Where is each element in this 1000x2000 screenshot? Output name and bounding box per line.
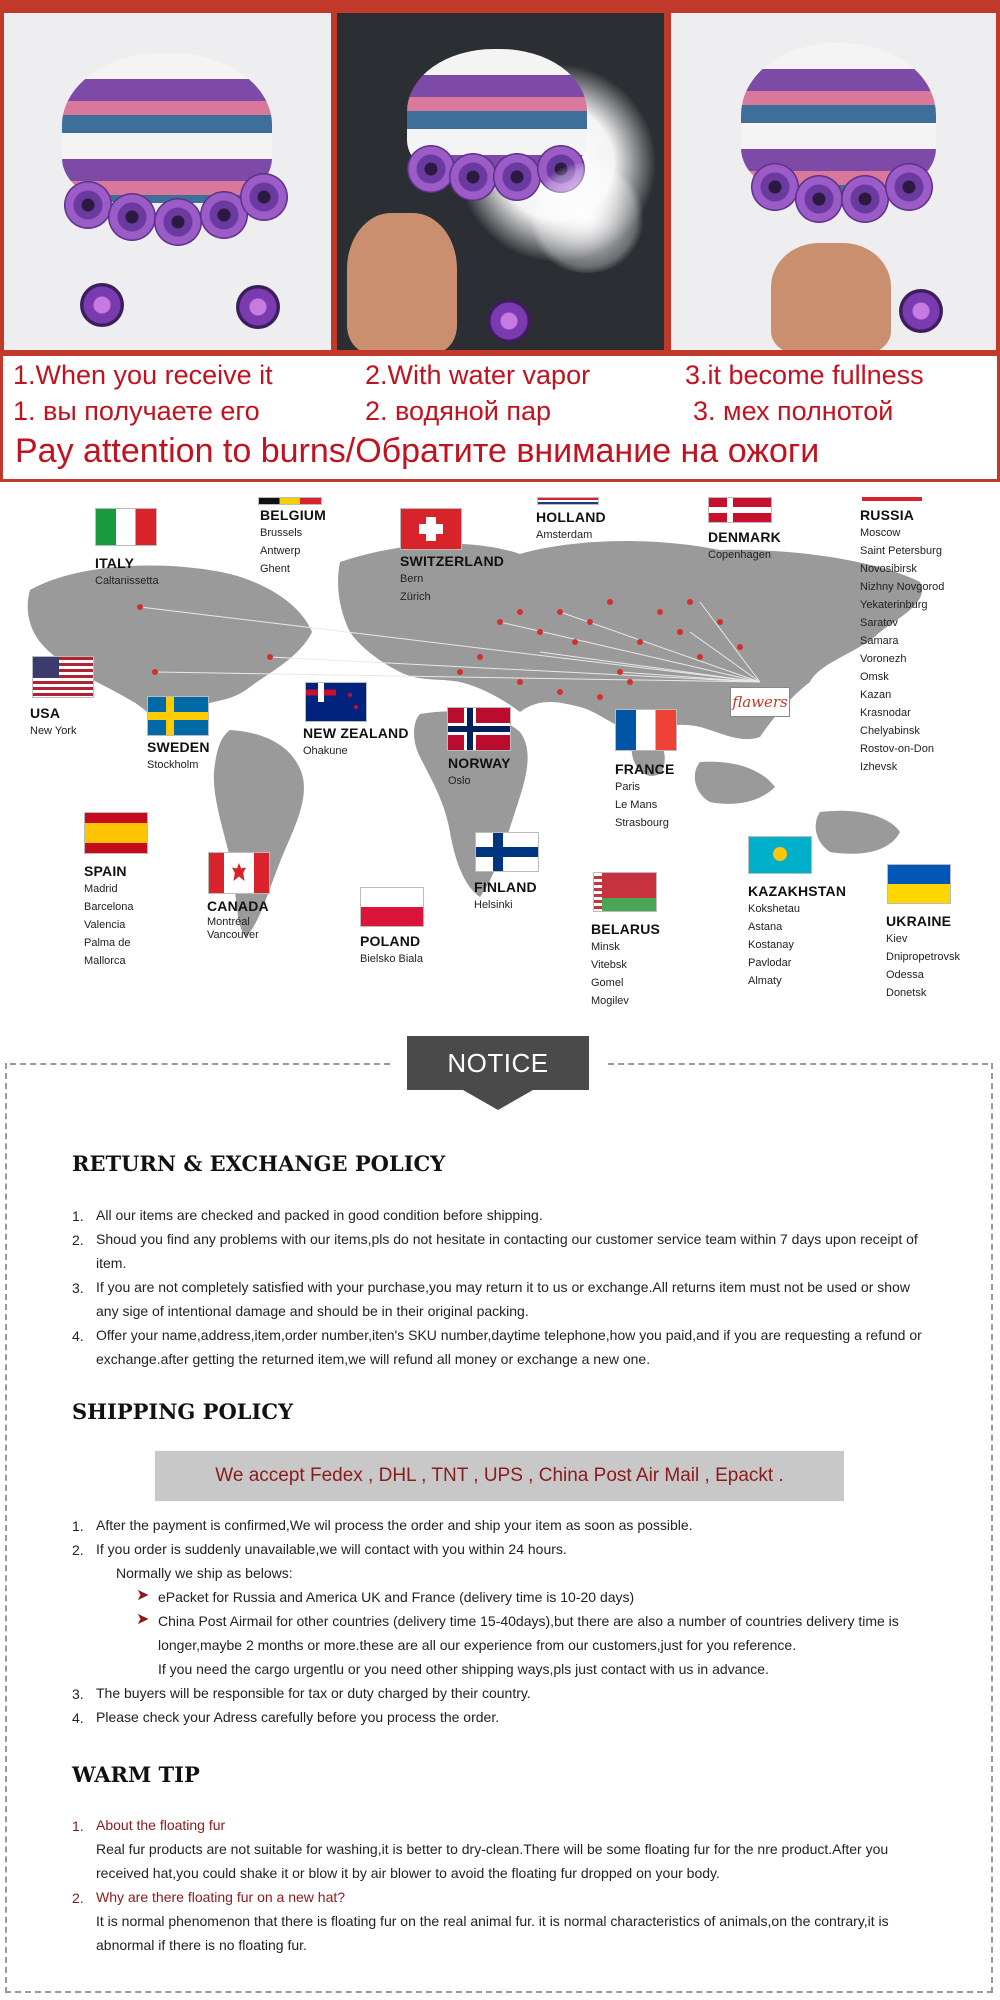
country-poland: POLAND Bielsko Biala xyxy=(360,933,423,965)
product-photo-strip xyxy=(0,0,1000,356)
flag-sweden xyxy=(147,696,209,736)
flag-poland xyxy=(360,887,424,927)
country-belarus: BELARUS Minsk Vitebsk Gomel Mogilev xyxy=(591,921,661,1007)
shipping-item: Please check your Adress carefully before you process the order. xyxy=(96,1709,500,1725)
flag-canada xyxy=(208,852,270,894)
country-canada: CANADA Montréal Vancouver xyxy=(207,898,269,941)
caption-en-1: 1.When you receive it xyxy=(13,360,273,390)
country-finland: FINLAND Helsinki xyxy=(474,879,537,911)
return-item-number: 3. xyxy=(72,1280,84,1296)
ship-method-china-post: China Post Airmail for other countries (delivery time 15-40days),but there are also a number of countries delivery time is longer,maybe 2 months or more.these are all our experience from our customers,just for you reference. xyxy=(158,1613,899,1653)
return-item: If you are not completely satisfied with your purchase,you may return it to us or exchange.All returns item must not be used or show any sige of intentional damage and should be in their original packing. xyxy=(96,1279,910,1319)
carrier-banner: We accept Fedex , DHL , TNT , UPS , China Post Air Mail , Epackt . xyxy=(155,1451,844,1501)
flag-holland xyxy=(537,497,599,505)
flag-ukraine xyxy=(887,864,951,904)
shipping-policy-title: SHIPPING POLICY xyxy=(72,1399,294,1424)
warm-tip-answer: It is normal phenomenon that there is floating fur on the real animal fur. it is normal characteristics of animals,on the contrary,it is abnormal if there is no floating fur. xyxy=(96,1913,889,1953)
shipping-item-number: 3. xyxy=(72,1686,84,1702)
notice-badge: NOTICE xyxy=(407,1036,589,1090)
flag-finland xyxy=(475,832,539,872)
flag-norway xyxy=(447,707,511,751)
country-russia: RUSSIA Moscow Saint Petersburg Novosibirsk Nizhny Novgorod Yekaterinburg Saratov Samara Voronezh Omsk Kazan Krasnodar Chelyabinsk Rostov-on-Don Izhevsk xyxy=(860,507,945,773)
return-item: Offer your name,address,item,order number,iten's SKU number,daytime telephone,how you paid,and if you are requesting a refund or exchange.after getting the returned item,we will refund all money or exchange a new one. xyxy=(96,1327,922,1367)
return-item-number: 2. xyxy=(72,1232,84,1248)
arrow-icon: ➤ xyxy=(136,1587,150,1604)
country-kazakhstan: KAZAKHSTAN Kokshetau Astana Kostanay Pavlodar Almaty xyxy=(748,883,847,987)
flag-france xyxy=(615,709,677,751)
shipping-item: If you order is suddenly unavailable,we will contact with you within 24 hours. xyxy=(96,1541,567,1557)
shipping-item: After the payment is confirmed,We wil process the order and ship your item as soon as possible. xyxy=(96,1517,693,1533)
country-spain: SPAIN Madrid Barcelona Valencia Palma de Mallorca xyxy=(84,863,134,967)
country-switzerland: SWITZERLAND Bern Zürich xyxy=(400,553,505,603)
flag-kazakhstan xyxy=(748,836,812,874)
ship-method-epacket: ePacket for Russia and America UK and France (delivery time is 10-20 days) xyxy=(158,1589,635,1605)
flag-new-zealand xyxy=(305,682,367,722)
caption-en-3: 3.it become fullness xyxy=(685,360,924,390)
country-italy: ITALY Caltanissetta xyxy=(95,555,159,587)
return-policy-title: RETURN & EXCHANGE POLICY xyxy=(72,1151,446,1176)
flag-belarus xyxy=(593,872,657,912)
photo-full-hat xyxy=(671,13,996,350)
ship-normally-text: Normally we ship as belows: xyxy=(116,1565,293,1581)
flag-spain xyxy=(84,812,148,854)
flag-denmark xyxy=(708,497,772,523)
country-ukraine: UKRAINE Kiev Dnipropetrovsk Odessa Donetsk xyxy=(886,913,960,999)
steaming-instructions xyxy=(0,356,1000,482)
flag-usa xyxy=(32,656,94,698)
shipping-item-number: 4. xyxy=(72,1710,84,1726)
country-new-zealand: NEW ZEALAND Ohakune xyxy=(303,725,409,757)
country-france: FRANCE Paris Le Mans Strasbourg xyxy=(615,761,675,829)
country-norway: NORWAY Oslo xyxy=(448,755,511,787)
flag-russia xyxy=(862,497,922,501)
photo-received-hat xyxy=(4,13,331,350)
country-usa: USA New York xyxy=(30,705,77,737)
warm-tip-title: WARM TIP xyxy=(72,1762,200,1787)
return-item: Shoud you find any problems with our items,pls do not hesitate in contacting our customer service team within 7 days upon receipt of item. xyxy=(96,1231,918,1271)
return-item-number: 4. xyxy=(72,1328,84,1344)
caption-ru-3: 3. мех полнотой xyxy=(693,396,894,426)
warm-tip-question: About the floating fur xyxy=(96,1817,226,1833)
country-holland: HOLLAND Amsterdam xyxy=(536,509,606,541)
arrow-icon: ➤ xyxy=(136,1611,150,1628)
hub-label: flawers xyxy=(730,687,790,717)
caption-en-2: 2.With water vapor xyxy=(365,360,591,390)
country-denmark: DENMARK Copenhagen xyxy=(708,529,781,561)
photo-water-vapor xyxy=(337,13,664,350)
caption-ru-2: 2. водяной пар xyxy=(365,396,552,426)
country-sweden: SWEDEN Stockholm xyxy=(147,739,210,771)
ship-urgent-note: If you need the cargo urgentlu or you need other shipping ways,pls just contact with us in advance. xyxy=(158,1661,769,1677)
flag-italy xyxy=(95,508,157,546)
country-belgium: BELGIUM Brussels Antwerp Ghent xyxy=(260,507,326,575)
shipping-world-map xyxy=(0,482,1000,1037)
caption-ru-1: 1. вы получаете его xyxy=(13,396,260,426)
warm-tip-question: Why are there floating fur on a new hat? xyxy=(96,1889,346,1905)
warm-tip-number: 2. xyxy=(72,1890,84,1906)
flag-switzerland xyxy=(400,508,462,550)
shipping-item-number: 1. xyxy=(72,1518,84,1534)
warm-tip-answer: Real fur products are not suitable for washing,it is better to dry-clean.There will be some floating fur for the nre product.After you received hat,you could shake it or blow it by air blower to avoid the floating fur dropped on your body. xyxy=(96,1841,889,1881)
shipping-item: The buyers will be responsible for tax or duty charged by their country. xyxy=(96,1685,531,1701)
return-item: All our items are checked and packed in good condition before shipping. xyxy=(96,1207,543,1223)
shipping-item-number: 2. xyxy=(72,1542,84,1558)
warm-tip-number: 1. xyxy=(72,1818,84,1834)
burn-warning: Pay attention to burns/Обратите внимание на ожоги xyxy=(15,432,820,470)
flag-belgium xyxy=(258,497,322,505)
return-item-number: 1. xyxy=(72,1208,84,1224)
